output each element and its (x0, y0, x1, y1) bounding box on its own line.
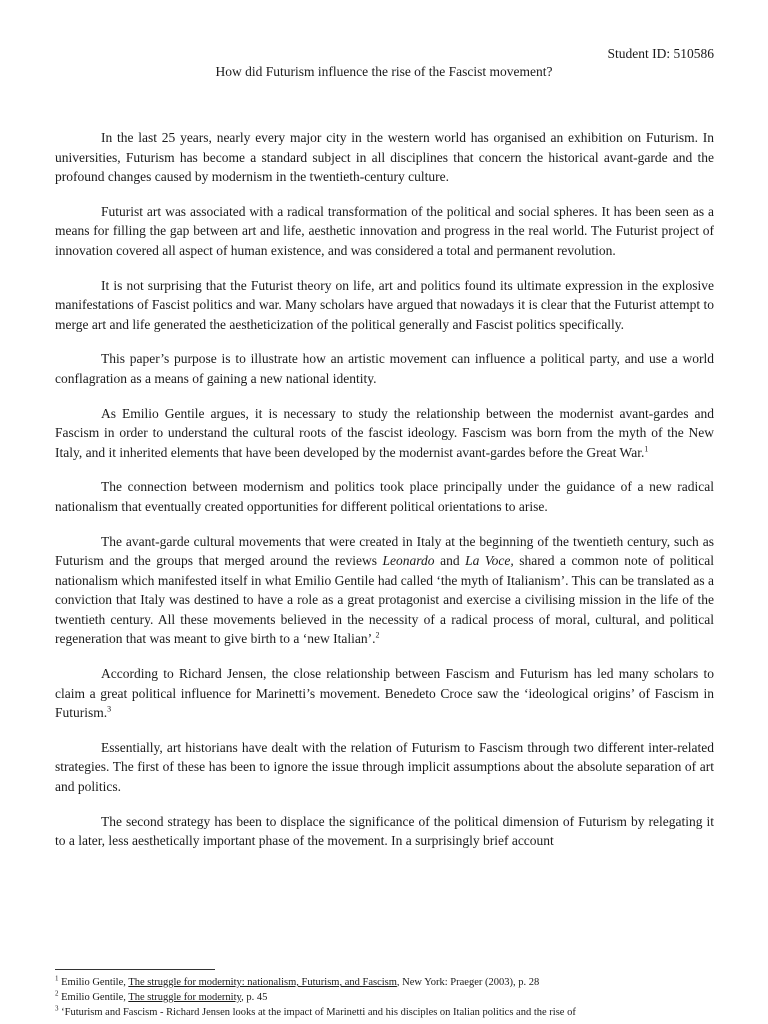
footnote-number: 2 (55, 989, 59, 998)
essay-title: How did Futurism influence the rise of the Fascist movement? (215, 64, 553, 79)
footnote-ref[interactable]: 2 (375, 630, 380, 640)
paragraph-text: The avant-garde cultural movements that were created in Italy at the beginning of the twentieth century, such as Futurism and the groups that merged around the reviews (55, 533, 714, 569)
footnote-divider (55, 969, 215, 970)
footnotes (55, 975, 714, 1020)
paragraph: Essentially, art historians have dealt with the relation of Futurism to Fascism through two different inter-related strategies. The first of these has been to ignore the issue through implicit assumptions about the absolute separation of art and politics. (55, 739, 714, 795)
paragraph: Futurist art was associated with a radical transformation of the political and social spheres. It has been seen as a means for filling the gap between art and life, aesthetic innovation and progress in the real world. The Futurist project of innovation covered all aspect of human existence, and was considered a total and permanent revolution. (55, 203, 714, 258)
paragraph: In the last 25 years, nearly every major city in the western world has organised an exhibition on Futurism. In universities, Futurism has become a standard subject in all disciplines that concern the historical avant-garde and the profound changes caused by modernism in the twentieth-century culture. (55, 130, 714, 185)
student-id: Student ID: 510586 (607, 46, 714, 61)
footnote-work: The struggle for modernity (128, 992, 242, 1003)
paragraph-text: and (434, 553, 466, 569)
review-title: La Voce, (465, 553, 514, 569)
footnote-rest: , New York: Praeger (2003), p. 28 (396, 977, 540, 988)
paragraph-text: According to Richard Jensen, the close relationship between Fascism and Futurism has led many scholars to claim a great political influence for Marinetti’s movement. Benedeto Croce saw the ‘ideological origins’ of Fascism in Futurism. (55, 666, 714, 721)
footnote-rest: , p. 45 (241, 992, 268, 1003)
footnote (55, 975, 714, 990)
paragraph-text: As Emilio Gentile argues, it is necessary to study the relationship between the modernist avant-gardes and Fascism in order to understand the cultural roots of the fascist ideology. Fascism was born from the myth of the New Italy, and it inherited elements that have been developed by the modernist avant-gardes before the Great War. (55, 405, 714, 460)
footnote-text: ‘Futurism and Fascism - Richard Jensen looks at the impact of Marinetti and his disciples on Italian politics and the rise of (61, 1007, 576, 1018)
footnote-ref[interactable]: 1 (644, 444, 649, 454)
paragraph: It is not surprising that the Futurist theory on life, art and politics found its ultimate expression in the explosive manifestations of Fascist politics and war. Many scholars have argued that nowadays it is clear that the Futurist attempt to merge art and life generated the aestheticization of the political generally and Fascist politics specifically. (55, 277, 714, 332)
footnote-number: 3 (55, 1004, 59, 1013)
footnote (55, 990, 714, 1005)
footnote-author: Emilio Gentile, (61, 992, 129, 1003)
paragraph (55, 664, 714, 723)
paragraph: This paper’s purpose is to illustrate how an artistic movement can influence a political party, and use a world conflagration as a means of gaining a new national identity. (55, 351, 714, 386)
paragraph-text: shared a common note of political nationalism which manifested itself in what Emilio Gentile had called ‘the myth of Italianism’. This can be translated as a conviction that Italy was destined to have a role as a great protagonist and exercise a civilising mission in the life of the twentieth century. All these movements believed in the necessity of a radical process of moral, cultural, and political regeneration that was meant to give birth to a ‘new Italian’. (55, 553, 715, 647)
footnote-author: Emilio Gentile, (61, 977, 129, 988)
footnote-work: The struggle for modernity: nationalism, Futurism, and Fascism (128, 977, 397, 988)
footnote-number: 1 (55, 974, 59, 983)
footnote (55, 1005, 714, 1020)
review-title: Leonardo (382, 553, 435, 569)
paragraph: The second strategy has been to displace the significance of the political dimension of Futurism by relegating it to a later, less aesthetically important phase of the movement. In a surprisingly brief account (55, 813, 714, 849)
footnote-ref[interactable]: 3 (107, 704, 112, 714)
paragraph: The connection between modernism and politics took place principally under the guidance of a new radical nationalism that eventually created opportunities for different political orientations to arise. (55, 479, 714, 514)
essay-body (55, 128, 714, 866)
paragraph (55, 532, 714, 650)
paragraph (55, 404, 714, 463)
